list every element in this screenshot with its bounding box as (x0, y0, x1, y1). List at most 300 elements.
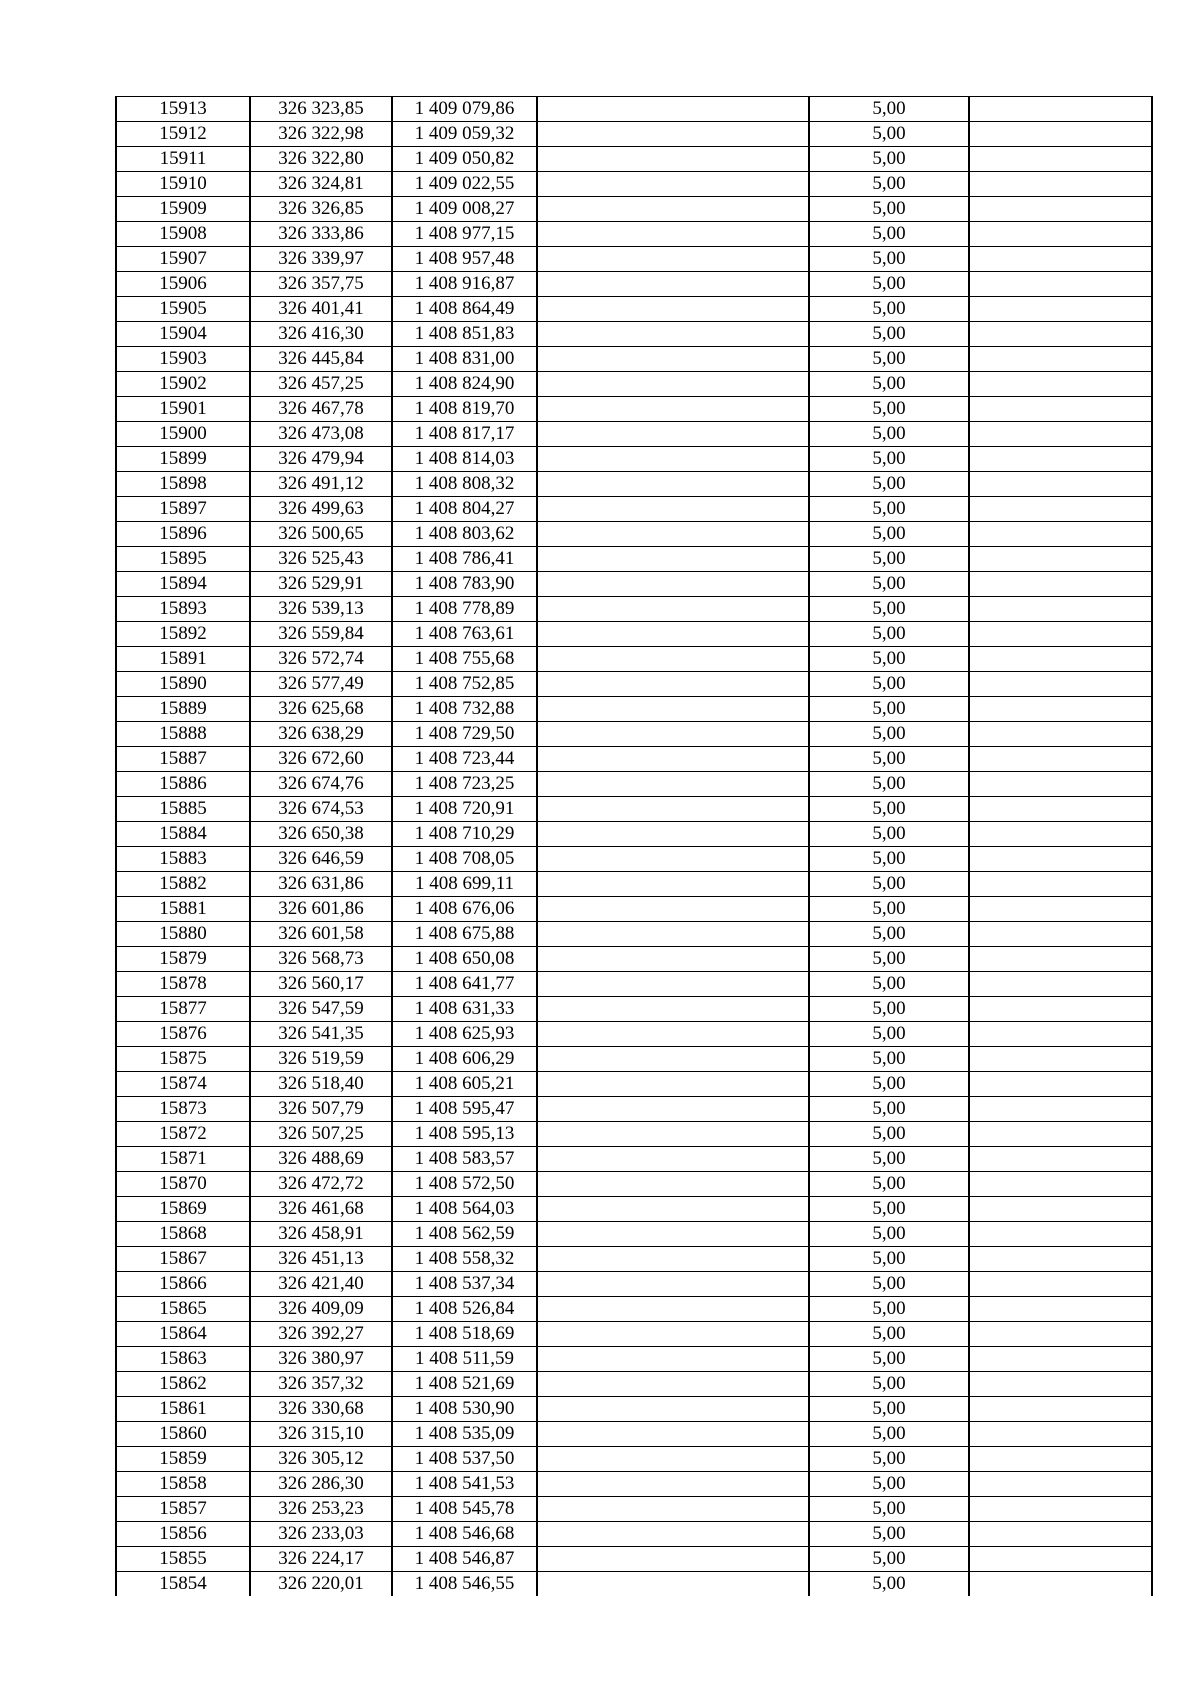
value-cell: 5,00 (809, 372, 969, 397)
value-cell: 5,00 (809, 697, 969, 722)
y-coordinate-cell: 1 408 511,59 (392, 1347, 537, 1372)
table-row (116, 647, 1152, 672)
y-coordinate-cell: 1 408 786,41 (392, 547, 537, 572)
empty-cell (969, 922, 1152, 947)
point-number-cell: 15905 (116, 297, 250, 322)
x-coordinate-cell: 326 357,32 (250, 1372, 392, 1397)
y-coordinate-cell: 1 408 537,34 (392, 1272, 537, 1297)
table-row (116, 347, 1152, 372)
table-row (116, 797, 1152, 822)
value-cell: 5,00 (809, 1522, 969, 1547)
empty-cell (537, 647, 809, 672)
point-number-cell: 15894 (116, 572, 250, 597)
x-coordinate-cell: 326 286,30 (250, 1472, 392, 1497)
y-coordinate-cell: 1 408 723,44 (392, 747, 537, 772)
empty-cell (537, 272, 809, 297)
empty-cell (969, 1497, 1152, 1522)
point-number-cell: 15870 (116, 1172, 250, 1197)
x-coordinate-cell: 326 547,59 (250, 997, 392, 1022)
point-number-cell: 15912 (116, 122, 250, 147)
empty-cell (969, 947, 1152, 972)
x-coordinate-cell: 326 330,68 (250, 1397, 392, 1422)
point-number-cell: 15862 (116, 1372, 250, 1397)
value-cell: 5,00 (809, 1172, 969, 1197)
empty-cell (537, 247, 809, 272)
x-coordinate-cell: 326 519,59 (250, 1047, 392, 1072)
empty-cell (537, 772, 809, 797)
y-coordinate-cell: 1 408 729,50 (392, 722, 537, 747)
point-number-cell: 15871 (116, 1147, 250, 1172)
value-cell: 5,00 (809, 1347, 969, 1372)
y-coordinate-cell: 1 408 562,59 (392, 1222, 537, 1247)
value-cell: 5,00 (809, 847, 969, 872)
x-coordinate-cell: 326 333,86 (250, 222, 392, 247)
y-coordinate-cell: 1 409 079,86 (392, 97, 537, 122)
value-cell: 5,00 (809, 1422, 969, 1447)
empty-cell (537, 1072, 809, 1097)
x-coordinate-cell: 326 507,25 (250, 1122, 392, 1147)
empty-cell (537, 122, 809, 147)
empty-cell (537, 1297, 809, 1322)
empty-cell (969, 1322, 1152, 1347)
empty-cell (537, 222, 809, 247)
point-number-cell: 15909 (116, 197, 250, 222)
empty-cell (969, 647, 1152, 672)
empty-cell (537, 722, 809, 747)
x-coordinate-cell: 326 479,94 (250, 447, 392, 472)
value-cell: 5,00 (809, 347, 969, 372)
table-row (116, 1022, 1152, 1047)
value-cell: 5,00 (809, 822, 969, 847)
point-number-cell: 15873 (116, 1097, 250, 1122)
x-coordinate-cell: 326 646,59 (250, 847, 392, 872)
y-coordinate-cell: 1 408 957,48 (392, 247, 537, 272)
x-coordinate-cell: 326 339,97 (250, 247, 392, 272)
y-coordinate-cell: 1 408 546,87 (392, 1547, 537, 1572)
x-coordinate-cell: 326 380,97 (250, 1347, 392, 1372)
table-row (116, 1297, 1152, 1322)
x-coordinate-cell: 326 326,85 (250, 197, 392, 222)
y-coordinate-cell: 1 408 606,29 (392, 1047, 537, 1072)
y-coordinate-cell: 1 409 022,55 (392, 172, 537, 197)
value-cell: 5,00 (809, 1197, 969, 1222)
y-coordinate-cell: 1 408 605,21 (392, 1072, 537, 1097)
x-coordinate-cell: 326 472,72 (250, 1172, 392, 1197)
table-row (116, 1497, 1152, 1522)
y-coordinate-cell: 1 408 518,69 (392, 1322, 537, 1347)
y-coordinate-cell: 1 408 537,50 (392, 1447, 537, 1472)
y-coordinate-cell: 1 408 916,87 (392, 272, 537, 297)
x-coordinate-cell: 326 421,40 (250, 1272, 392, 1297)
point-number-cell: 15892 (116, 622, 250, 647)
empty-cell (969, 597, 1152, 622)
value-cell: 5,00 (809, 97, 969, 122)
table-row (116, 622, 1152, 647)
point-number-cell: 15910 (116, 172, 250, 197)
empty-cell (969, 372, 1152, 397)
y-coordinate-cell: 1 408 541,53 (392, 1472, 537, 1497)
x-coordinate-cell: 326 638,29 (250, 722, 392, 747)
y-coordinate-cell: 1 408 558,32 (392, 1247, 537, 1272)
x-coordinate-cell: 326 416,30 (250, 322, 392, 347)
x-coordinate-cell: 326 650,38 (250, 822, 392, 847)
y-coordinate-cell: 1 408 831,00 (392, 347, 537, 372)
point-number-cell: 15865 (116, 1297, 250, 1322)
y-coordinate-cell: 1 409 008,27 (392, 197, 537, 222)
x-coordinate-cell: 326 315,10 (250, 1422, 392, 1447)
value-cell: 5,00 (809, 647, 969, 672)
empty-cell (969, 772, 1152, 797)
empty-cell (969, 1147, 1152, 1172)
point-number-cell: 15885 (116, 797, 250, 822)
empty-cell (537, 1047, 809, 1072)
table-row (116, 1447, 1152, 1472)
x-coordinate-cell: 326 500,65 (250, 522, 392, 547)
point-number-cell: 15889 (116, 697, 250, 722)
y-coordinate-cell: 1 408 803,62 (392, 522, 537, 547)
value-cell: 5,00 (809, 1497, 969, 1522)
point-number-cell: 15913 (116, 97, 250, 122)
empty-cell (537, 947, 809, 972)
y-coordinate-cell: 1 408 545,78 (392, 1497, 537, 1522)
value-cell: 5,00 (809, 997, 969, 1022)
table-row (116, 947, 1152, 972)
table-row (116, 397, 1152, 422)
point-number-cell: 15882 (116, 872, 250, 897)
empty-cell (969, 1222, 1152, 1247)
x-coordinate-cell: 326 541,35 (250, 1022, 392, 1047)
x-coordinate-cell: 326 305,12 (250, 1447, 392, 1472)
empty-cell (537, 322, 809, 347)
empty-cell (537, 472, 809, 497)
x-coordinate-cell: 326 461,68 (250, 1197, 392, 1222)
empty-cell (969, 197, 1152, 222)
value-cell: 5,00 (809, 122, 969, 147)
empty-cell (969, 1097, 1152, 1122)
table-row (116, 172, 1152, 197)
empty-cell (537, 297, 809, 322)
x-coordinate-cell: 326 674,76 (250, 772, 392, 797)
point-number-cell: 15872 (116, 1122, 250, 1147)
point-number-cell: 15869 (116, 1197, 250, 1222)
empty-cell (969, 1472, 1152, 1497)
empty-cell (969, 622, 1152, 647)
point-number-cell: 15875 (116, 1047, 250, 1072)
point-number-cell: 15886 (116, 772, 250, 797)
empty-cell (969, 672, 1152, 697)
empty-cell (537, 1347, 809, 1372)
table-row (116, 597, 1152, 622)
y-coordinate-cell: 1 408 819,70 (392, 397, 537, 422)
point-number-cell: 15907 (116, 247, 250, 272)
empty-cell (537, 1197, 809, 1222)
empty-cell (969, 122, 1152, 147)
table-row (116, 1397, 1152, 1422)
value-cell: 5,00 (809, 1297, 969, 1322)
point-number-cell: 15891 (116, 647, 250, 672)
point-number-cell: 15884 (116, 822, 250, 847)
x-coordinate-cell: 326 529,91 (250, 572, 392, 597)
x-coordinate-cell: 326 220,01 (250, 1572, 392, 1597)
empty-cell (537, 847, 809, 872)
y-coordinate-cell: 1 408 641,77 (392, 972, 537, 997)
point-number-cell: 15866 (116, 1272, 250, 1297)
empty-cell (969, 147, 1152, 172)
empty-cell (537, 1497, 809, 1522)
empty-cell (537, 972, 809, 997)
value-cell: 5,00 (809, 197, 969, 222)
point-number-cell: 15887 (116, 747, 250, 772)
x-coordinate-cell: 326 233,03 (250, 1522, 392, 1547)
table-row (116, 422, 1152, 447)
table-row (116, 972, 1152, 997)
value-cell: 5,00 (809, 147, 969, 172)
empty-cell (969, 747, 1152, 772)
value-cell: 5,00 (809, 1447, 969, 1472)
value-cell: 5,00 (809, 572, 969, 597)
table-row (116, 1322, 1152, 1347)
x-coordinate-cell: 326 525,43 (250, 547, 392, 572)
y-coordinate-cell: 1 408 977,15 (392, 222, 537, 247)
y-coordinate-cell: 1 408 675,88 (392, 922, 537, 947)
point-number-cell: 15874 (116, 1072, 250, 1097)
value-cell: 5,00 (809, 1147, 969, 1172)
empty-cell (969, 822, 1152, 847)
table-row (116, 1047, 1152, 1072)
empty-cell (969, 547, 1152, 572)
empty-cell (537, 1522, 809, 1547)
empty-cell (537, 422, 809, 447)
empty-cell (969, 1297, 1152, 1322)
value-cell: 5,00 (809, 1247, 969, 1272)
x-coordinate-cell: 326 409,09 (250, 1297, 392, 1322)
y-coordinate-cell: 1 408 546,55 (392, 1572, 537, 1597)
point-number-cell: 15856 (116, 1522, 250, 1547)
point-number-cell: 15890 (116, 672, 250, 697)
empty-cell (969, 1122, 1152, 1147)
empty-cell (537, 1097, 809, 1122)
empty-cell (537, 747, 809, 772)
point-number-cell: 15883 (116, 847, 250, 872)
y-coordinate-cell: 1 408 631,33 (392, 997, 537, 1022)
table-row (116, 1172, 1152, 1197)
empty-cell (537, 672, 809, 697)
x-coordinate-cell: 326 488,69 (250, 1147, 392, 1172)
value-cell: 5,00 (809, 622, 969, 647)
point-number-cell: 15896 (116, 522, 250, 547)
point-number-cell: 15903 (116, 347, 250, 372)
empty-cell (537, 172, 809, 197)
empty-cell (537, 622, 809, 647)
value-cell: 5,00 (809, 1047, 969, 1072)
empty-cell (969, 1072, 1152, 1097)
empty-cell (537, 1547, 809, 1572)
empty-cell (969, 522, 1152, 547)
empty-cell (969, 872, 1152, 897)
point-number-cell: 15858 (116, 1472, 250, 1497)
empty-cell (969, 297, 1152, 322)
point-number-cell: 15864 (116, 1322, 250, 1347)
point-number-cell: 15854 (116, 1572, 250, 1597)
y-coordinate-cell: 1 408 526,84 (392, 1297, 537, 1322)
y-coordinate-cell: 1 408 723,25 (392, 772, 537, 797)
y-coordinate-cell: 1 408 535,09 (392, 1422, 537, 1447)
empty-cell (969, 272, 1152, 297)
empty-cell (969, 1247, 1152, 1272)
value-cell: 5,00 (809, 1547, 969, 1572)
x-coordinate-cell: 326 631,86 (250, 872, 392, 897)
value-cell: 5,00 (809, 447, 969, 472)
table-row (116, 1097, 1152, 1122)
value-cell: 5,00 (809, 547, 969, 572)
y-coordinate-cell: 1 408 564,03 (392, 1197, 537, 1222)
point-number-cell: 15867 (116, 1247, 250, 1272)
x-coordinate-cell: 326 253,23 (250, 1497, 392, 1522)
x-coordinate-cell: 326 601,58 (250, 922, 392, 947)
empty-cell (537, 1147, 809, 1172)
x-coordinate-cell: 326 507,79 (250, 1097, 392, 1122)
coordinates-table-body (116, 97, 1152, 1597)
empty-cell (537, 147, 809, 172)
empty-cell (537, 1322, 809, 1347)
y-coordinate-cell: 1 408 763,61 (392, 622, 537, 647)
value-cell: 5,00 (809, 947, 969, 972)
y-coordinate-cell: 1 408 752,85 (392, 672, 537, 697)
empty-cell (537, 597, 809, 622)
table-row (116, 847, 1152, 872)
empty-cell (537, 1247, 809, 1272)
value-cell: 5,00 (809, 1097, 969, 1122)
value-cell: 5,00 (809, 1072, 969, 1097)
table-row (116, 822, 1152, 847)
table-row (116, 297, 1152, 322)
y-coordinate-cell: 1 409 050,82 (392, 147, 537, 172)
value-cell: 5,00 (809, 722, 969, 747)
point-number-cell: 15859 (116, 1447, 250, 1472)
empty-cell (537, 1472, 809, 1497)
empty-cell (537, 1022, 809, 1047)
empty-cell (537, 497, 809, 522)
value-cell: 5,00 (809, 1122, 969, 1147)
point-number-cell: 15901 (116, 397, 250, 422)
table-row (116, 222, 1152, 247)
value-cell: 5,00 (809, 597, 969, 622)
empty-cell (969, 222, 1152, 247)
empty-cell (537, 697, 809, 722)
empty-cell (537, 1372, 809, 1397)
y-coordinate-cell: 1 408 546,68 (392, 1522, 537, 1547)
table-row (116, 997, 1152, 1022)
x-coordinate-cell: 326 672,60 (250, 747, 392, 772)
x-coordinate-cell: 326 401,41 (250, 297, 392, 322)
point-number-cell: 15908 (116, 222, 250, 247)
y-coordinate-cell: 1 408 864,49 (392, 297, 537, 322)
empty-cell (537, 1397, 809, 1422)
table-row (116, 1547, 1152, 1572)
y-coordinate-cell: 1 408 583,57 (392, 1147, 537, 1172)
table-row (116, 147, 1152, 172)
table-row (116, 472, 1152, 497)
x-coordinate-cell: 326 625,68 (250, 697, 392, 722)
y-coordinate-cell: 1 408 710,29 (392, 822, 537, 847)
point-number-cell: 15876 (116, 1022, 250, 1047)
empty-cell (537, 197, 809, 222)
table-row (116, 697, 1152, 722)
table-row (116, 722, 1152, 747)
x-coordinate-cell: 326 568,73 (250, 947, 392, 972)
value-cell: 5,00 (809, 872, 969, 897)
empty-cell (537, 97, 809, 122)
empty-cell (969, 572, 1152, 597)
y-coordinate-cell: 1 408 530,90 (392, 1397, 537, 1422)
point-number-cell: 15893 (116, 597, 250, 622)
value-cell: 5,00 (809, 1322, 969, 1347)
empty-cell (969, 1372, 1152, 1397)
coordinates-table (115, 96, 1153, 1596)
empty-cell (969, 797, 1152, 822)
point-number-cell: 15855 (116, 1547, 250, 1572)
x-coordinate-cell: 326 357,75 (250, 272, 392, 297)
x-coordinate-cell: 326 458,91 (250, 1222, 392, 1247)
empty-cell (537, 547, 809, 572)
empty-cell (969, 397, 1152, 422)
empty-cell (969, 447, 1152, 472)
empty-cell (969, 1047, 1152, 1072)
x-coordinate-cell: 326 539,13 (250, 597, 392, 622)
point-number-cell: 15877 (116, 997, 250, 1022)
empty-cell (969, 1547, 1152, 1572)
table-row (116, 247, 1152, 272)
empty-cell (969, 722, 1152, 747)
empty-cell (969, 472, 1152, 497)
x-coordinate-cell: 326 467,78 (250, 397, 392, 422)
point-number-cell: 15861 (116, 1397, 250, 1422)
y-coordinate-cell: 1 408 625,93 (392, 1022, 537, 1047)
value-cell: 5,00 (809, 1372, 969, 1397)
table-row (116, 872, 1152, 897)
empty-cell (969, 1572, 1152, 1597)
table-row (116, 1372, 1152, 1397)
x-coordinate-cell: 326 601,86 (250, 897, 392, 922)
table-row (116, 1247, 1152, 1272)
value-cell: 5,00 (809, 672, 969, 697)
empty-cell (969, 847, 1152, 872)
y-coordinate-cell: 1 408 699,11 (392, 872, 537, 897)
x-coordinate-cell: 326 518,40 (250, 1072, 392, 1097)
y-coordinate-cell: 1 408 783,90 (392, 572, 537, 597)
value-cell: 5,00 (809, 1272, 969, 1297)
point-number-cell: 15898 (116, 472, 250, 497)
x-coordinate-cell: 326 322,80 (250, 147, 392, 172)
value-cell: 5,00 (809, 472, 969, 497)
empty-cell (969, 1447, 1152, 1472)
table-row (116, 447, 1152, 472)
x-coordinate-cell: 326 499,63 (250, 497, 392, 522)
table-row (116, 372, 1152, 397)
empty-cell (537, 447, 809, 472)
value-cell: 5,00 (809, 922, 969, 947)
empty-cell (969, 1522, 1152, 1547)
point-number-cell: 15879 (116, 947, 250, 972)
empty-cell (969, 1422, 1152, 1447)
point-number-cell: 15900 (116, 422, 250, 447)
table-row (116, 522, 1152, 547)
empty-cell (969, 422, 1152, 447)
table-row (116, 772, 1152, 797)
empty-cell (969, 347, 1152, 372)
table-row (116, 1272, 1152, 1297)
table-row (116, 272, 1152, 297)
